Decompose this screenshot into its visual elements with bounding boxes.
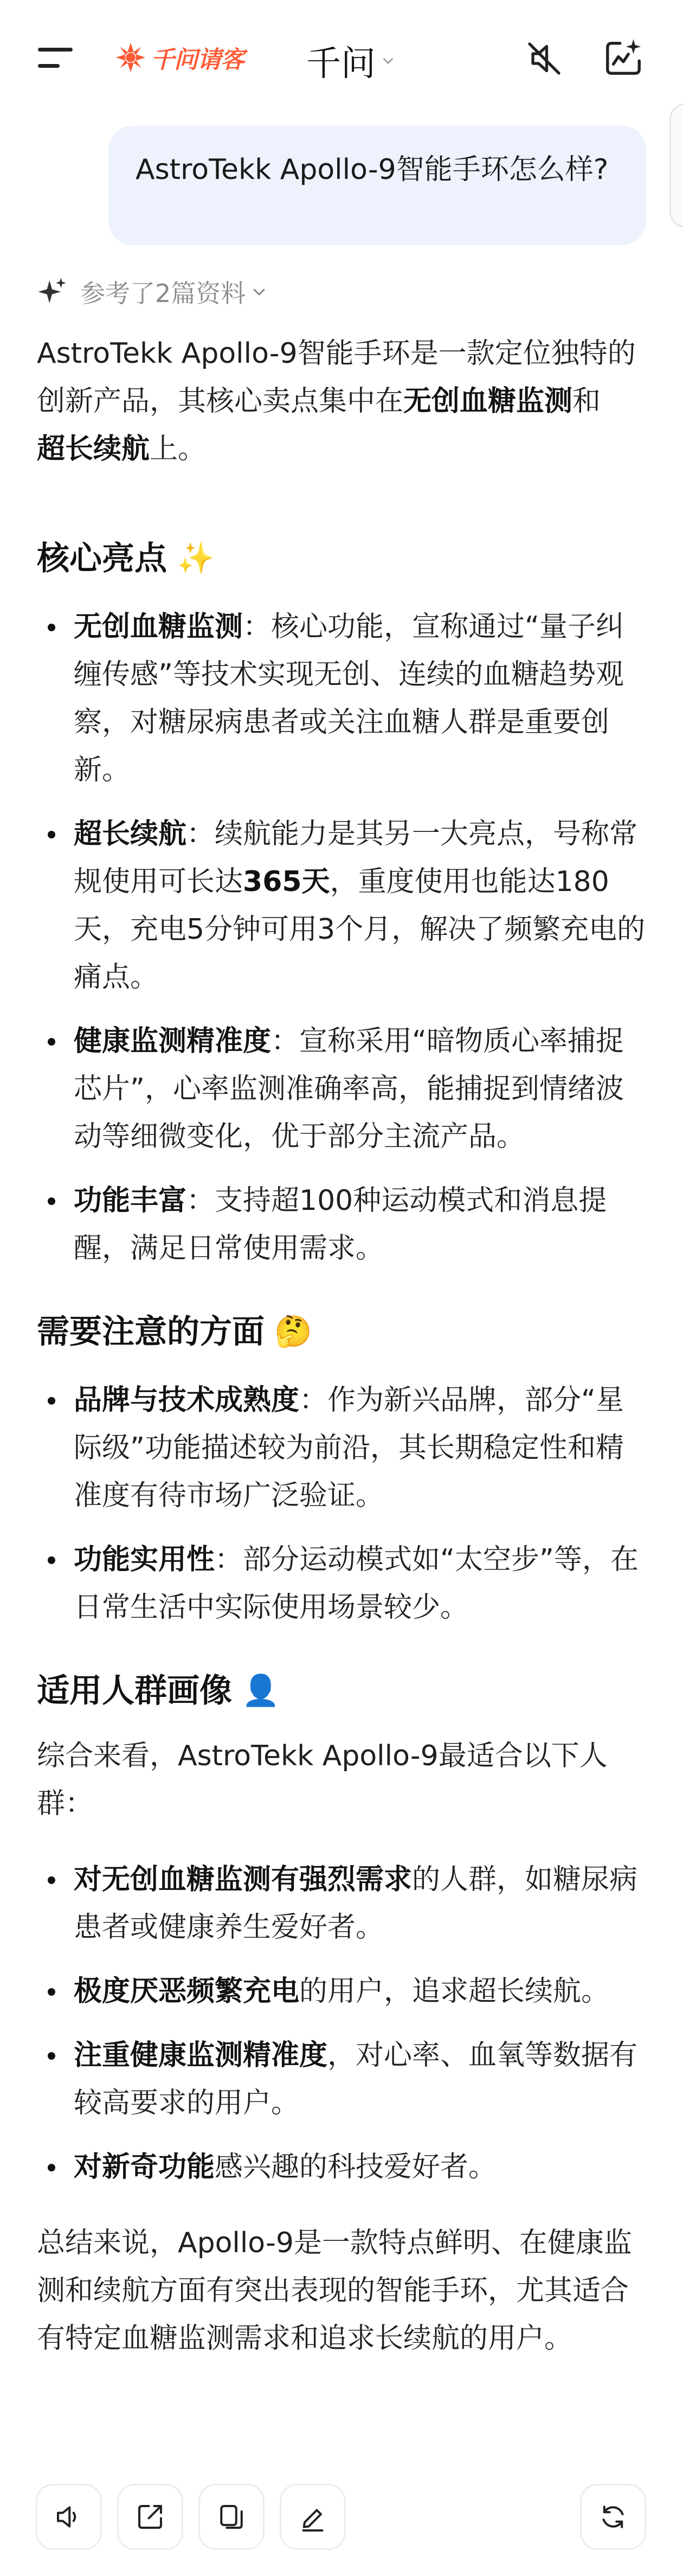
- user-message-text: AstroTekk Apollo-9智能手环怎么样?: [136, 153, 609, 186]
- section-title: 核心亮点: [37, 540, 167, 578]
- section-heading-cautions: [37, 1310, 649, 1354]
- share-icon: [134, 2501, 166, 2533]
- audience-list: [37, 1856, 649, 2191]
- top-bar: [0, 0, 683, 119]
- intro-highlight: 超长续航: [37, 433, 150, 465]
- sparkle-icon: [37, 277, 67, 307]
- list-item: 注重健康监测精准度，对心率、血氧等数据有较高要求的用户。: [37, 2032, 649, 2127]
- intro-highlight: 无创血糖监测: [403, 385, 573, 418]
- highlights-list: [37, 603, 649, 1272]
- new-chat-icon[interactable]: [602, 36, 645, 79]
- list-item: 健康监测精准度：宣称采用“暗物质心率捕捉芯片”，心率监测准确率高，能捕捉到情绪波动等细微变化，优于部分主流产品。: [37, 1017, 649, 1161]
- copy-button[interactable]: [198, 2484, 265, 2550]
- list-item: 功能实用性：部分运动模式如“太空步”等，在日常生活中实际使用场景较少。: [37, 1536, 649, 1631]
- menu-icon[interactable]: [38, 44, 77, 72]
- list-item: 超长续航：续航能力是其另一大亮点，号称常规使用可长达365天，重度使用也能达180天，充电5分钟可用3个月，解决了频繁充电的痛点。: [37, 810, 649, 1001]
- section-title: 需要注意的方面: [37, 1313, 265, 1351]
- section-heading-audience: [37, 1669, 649, 1713]
- regenerate-icon: [597, 2501, 629, 2533]
- speaker-mute-icon[interactable]: [525, 39, 564, 78]
- intro-text: AstroTekk Apollo-9智能手环是一款定位独特的创新产品，其核心卖点集中在: [37, 337, 636, 418]
- cautions-list: [37, 1376, 649, 1631]
- intro-text: 和: [572, 385, 601, 418]
- section-heading-highlights: [37, 537, 649, 580]
- sparkles-icon: ✨: [177, 541, 215, 576]
- logo-icon: [114, 41, 147, 74]
- read-aloud-icon: [53, 2501, 85, 2533]
- list-item: 功能丰富：支持超100种运动模式和消息提醒，满足日常使用需求。: [37, 1177, 649, 1272]
- edit-button[interactable]: [280, 2484, 346, 2550]
- intro-text: 上。: [150, 433, 207, 465]
- list-item: 无创血糖监测：核心功能，宣称通过“量子纠缠传感”等技术实现无创、连续的血糖趋势观察，对糖尿病患者或关注血糖人群是重要创新。: [37, 603, 649, 794]
- page-title: 千问: [306, 44, 376, 84]
- share-button[interactable]: [117, 2484, 183, 2550]
- person-silhouette-icon: 👤: [242, 1673, 280, 1708]
- answer-action-bar: [0, 2484, 683, 2554]
- section-title: 适用人群画像: [37, 1672, 232, 1710]
- user-message-bubble: [108, 126, 646, 245]
- copy-icon: [215, 2501, 248, 2533]
- chevron-down-icon: [251, 284, 267, 300]
- list-item: 极度厌恶频繁充电的用户，追求超长续航。: [37, 1968, 649, 2015]
- audience-intro: 综合来看，AstroTekk Apollo-9最适合以下人群：: [37, 1740, 608, 1820]
- side-panel-handle[interactable]: [669, 103, 683, 228]
- assistant-answer: [37, 330, 649, 2362]
- answer-summary: 总结来说，Apollo-9是一款特点鲜明、在健康监测和续航方面有突出表现的智能手环，尤其适合有特定血糖监测需求和追求长续航的用户。: [37, 2227, 632, 2355]
- list-item: 对无创血糖监测有强烈需求的人群，如糖尿病患者或健康养生爱好者。: [37, 1856, 649, 1951]
- model-selector[interactable]: [306, 36, 395, 86]
- thinking-face-icon: 🤔: [274, 1314, 312, 1349]
- references-label: 参考了2篇资料: [80, 279, 246, 308]
- brand-logo: [114, 40, 244, 75]
- chevron-down-icon: [381, 54, 395, 68]
- answer-intro: [37, 330, 649, 473]
- list-item: 品牌与技术成熟度：作为新兴品牌，部分“星际级”功能描述较为前沿，其长期稳定性和精准度有待市场广泛验证。: [37, 1376, 649, 1520]
- list-item: 对新奇功能感兴趣的科技爱好者。: [37, 2143, 649, 2191]
- brand-name: 千问请客: [151, 46, 244, 74]
- edit-icon: [297, 2501, 329, 2533]
- references-toggle[interactable]: [37, 274, 280, 310]
- regenerate-button[interactable]: [580, 2484, 646, 2550]
- read-aloud-button[interactable]: [36, 2484, 102, 2550]
